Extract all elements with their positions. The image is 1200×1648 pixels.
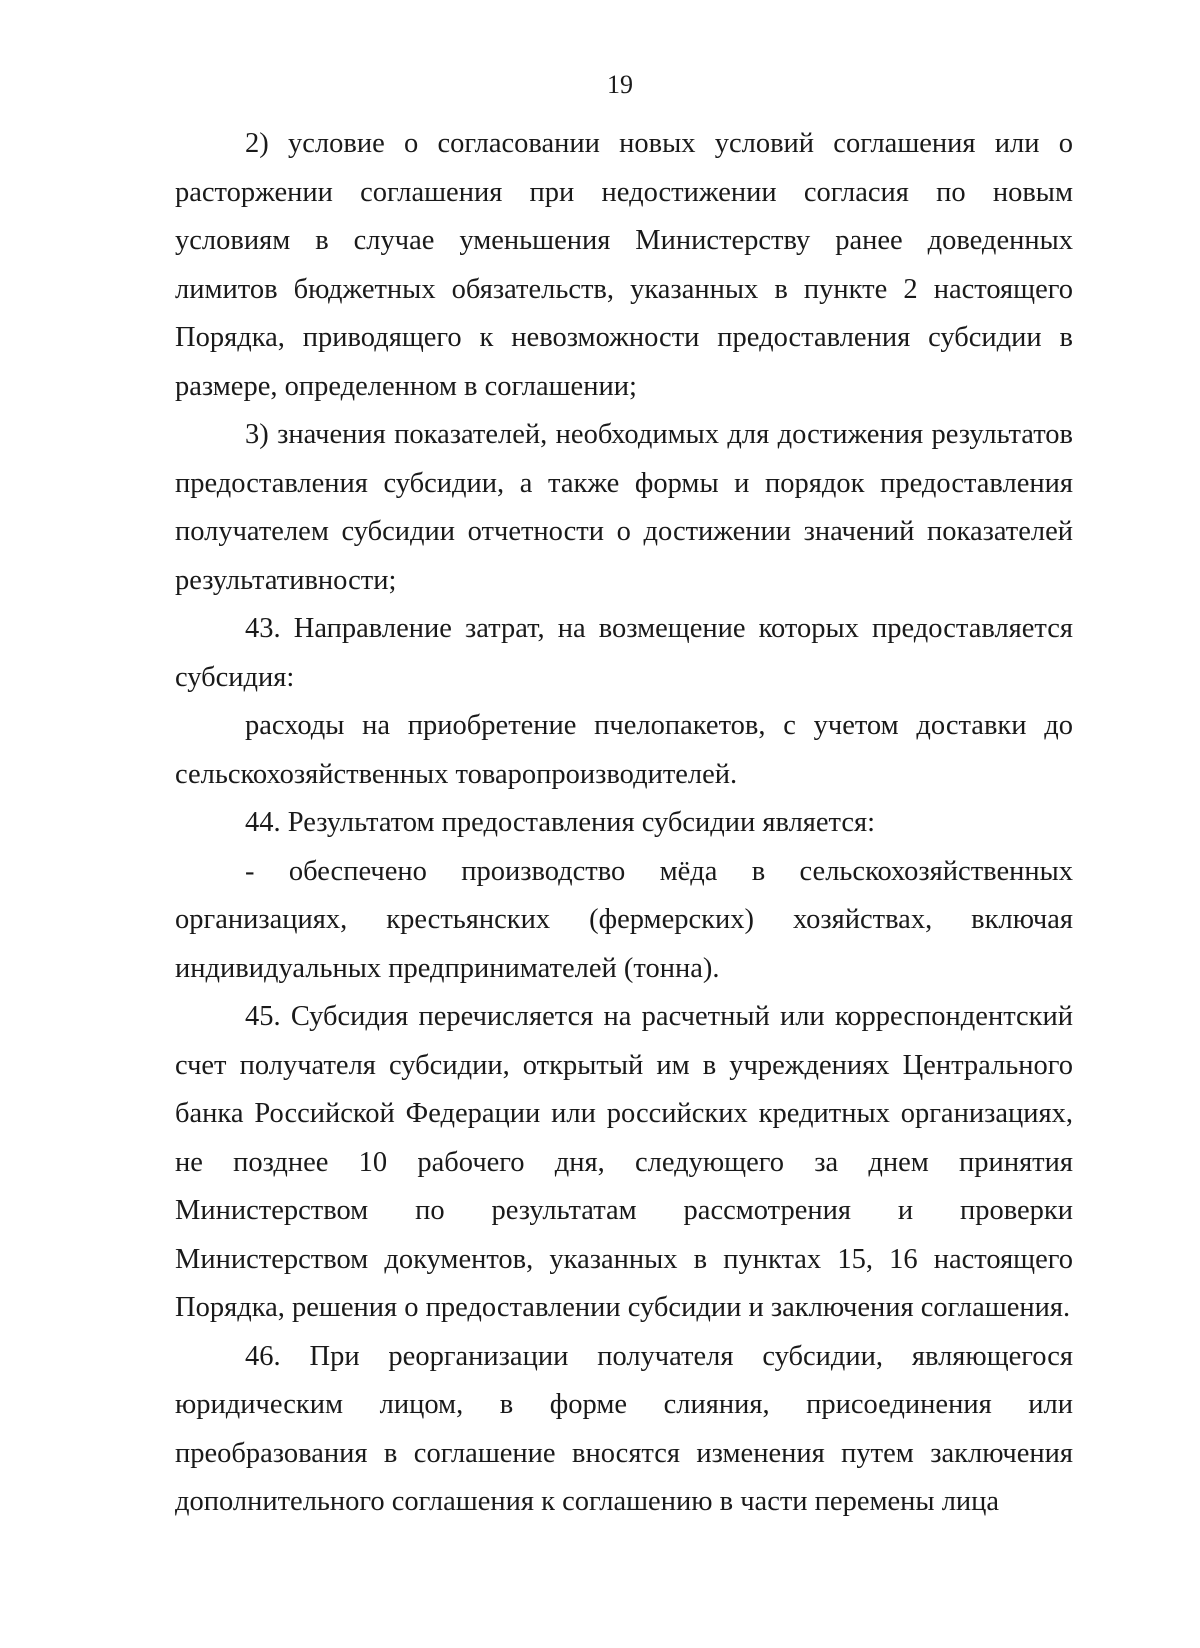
paragraph-44: 44. Результатом предоставления субсидии является: [245,807,876,838]
paragraph-condition-3: 3) значения показателей, необходимых для достижения результатов предоставления субсидии, а также формы и порядок предоставления получателем субсидии отчетности о достижении значений показателей результативности; [175,419,1073,596]
paragraph-44-result: - обеспечено производство мёда в сельскохозяйственных организациях, крестьянских (фермерских) хозяйствах, включая индивидуальных предпринимателей (тонна). [175,855,1073,984]
paragraph-43-expenses: расходы на приобретение пчелопакетов, с учетом доставки до сельскохозяйственных товаропроизводителей. [175,710,1073,790]
page-number: 19 [607,70,633,99]
paragraph-46: 46. При реорганизации получателя субсидии, являющегося юридическим лицом, в форме слияния, присоединения или преобразования в соглашение вносятся изменения путем заключения дополнительного соглашения к соглашению в части перемены лица [175,1340,1073,1517]
document-body [175,120,1073,1527]
paragraph-condition-2: 2) условие о согласовании новых условий соглашения или о расторжении соглашения при недостижении согласия по новым условиям в случае уменьшения Министерству ранее доведенных лимитов бюджетных обязательств, указанных в пункте 2 настоящего Порядка, приводящего к невозможности предоставления субсидии в размере, определенном в соглашении; [175,128,1073,402]
paragraph-45: 45. Субсидия перечисляется на расчетный или корреспондентский счет получателя субсидии, открытый им в учреждениях Центрального банка Российской Федерации или российских кредитных организациях, не позднее 10 рабочего дня, следующего за днем принятия Министерством по результатам рассмотрения и проверки Министерством документов, указанных в пунктах 15, 16 настоящего Порядка, решения о предоставлении субсидии и заключения соглашения. [175,1001,1073,1323]
paragraph-43: 43. Направление затрат, на возмещение которых предоставляется субсидия: [175,613,1073,693]
